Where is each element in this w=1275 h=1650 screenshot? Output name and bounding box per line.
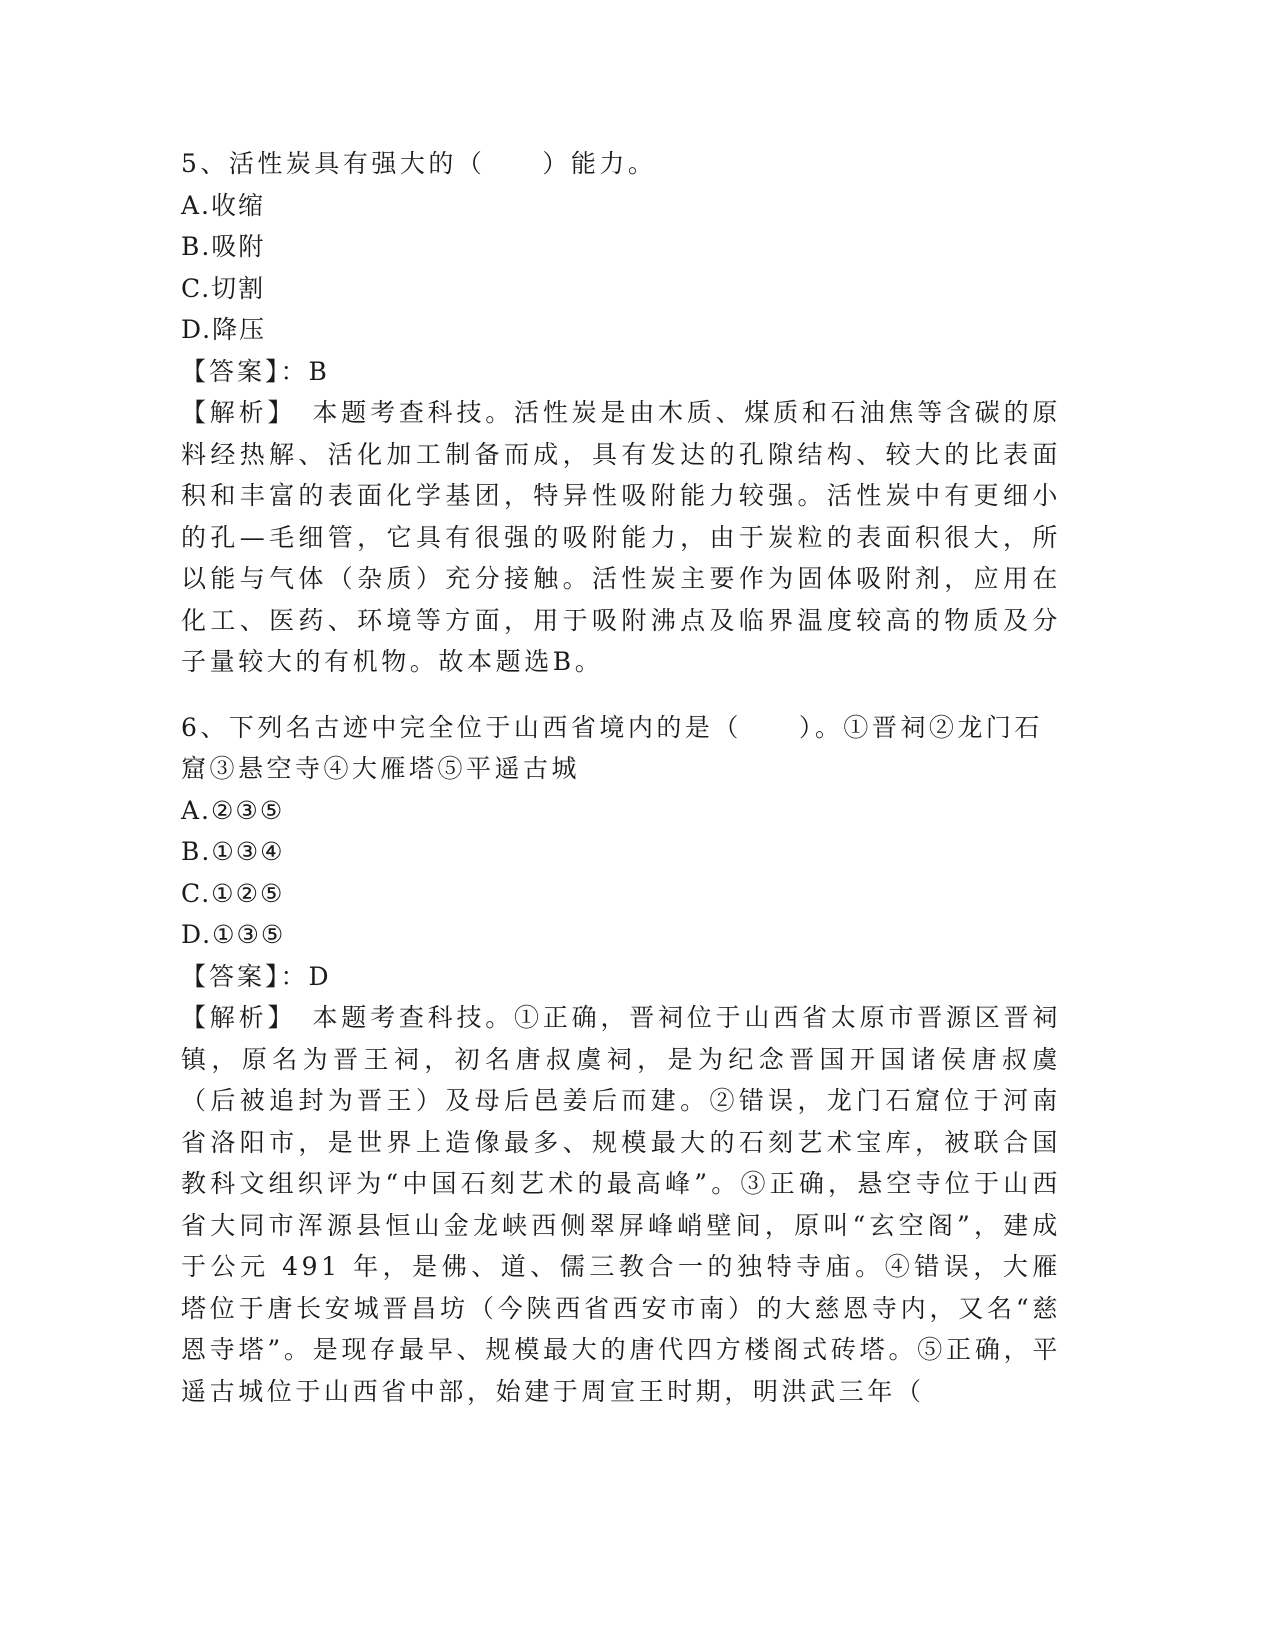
question-6	[181, 707, 1061, 1413]
question-stem-line-2: 窟③悬空寺④大雁塔⑤平遥古城	[181, 754, 581, 783]
document-page	[181, 143, 1061, 1412]
option-a: A.②③⑤	[181, 795, 285, 825]
option-c: C.①②⑤	[181, 878, 285, 908]
analysis-text: 本题考查科技。①正确，晋祠位于山西省太原市晋源区晋祠镇，原名为晋王祠，初名唐叔虞祠，是为纪念晋国开国诸侯唐叔虞（后被追封为晋王）及母后邑姜后而建。②错误，龙门石窟位于河南省洛阳市，是世界上造像最多、规模最大的石刻艺术宝库，被联合国教科文组织评为“中国石刻艺术的最高峰”。③正确，悬空寺位于山西省大同市浑源县恒山金龙峡西侧翠屏峰峭壁间，原叫“玄空阁”，建成于公元 491 年，是佛、道、儒三教合一的独特寺庙。④错误，大雁塔位于唐长安城晋昌坊（今陕西省西安市南）的大慈恩寺内，又名“慈恩寺塔”。是现存最早、规模最大的唐代四方楼阁式砖塔。⑤正确，平遥古城位于山西省中部，始建于周宣王时期，明洪武三年（	[181, 1003, 1061, 1406]
analysis-label: 【解析】	[181, 398, 284, 427]
question-gap	[181, 683, 1061, 707]
option-c: C.切割	[181, 273, 266, 303]
analysis-paragraph	[181, 392, 1061, 683]
option-d: D.①③⑤	[181, 920, 286, 949]
answer-line: 【答案】：D	[181, 961, 332, 991]
option-d: D.降压	[181, 315, 267, 344]
option-a: A.收缩	[181, 190, 266, 220]
answer-line: 【答案】：B	[181, 356, 330, 386]
analysis-text: 本题考查科技。活性炭是由木质、煤质和石油焦等含碳的原料经热解、活化加工制备而成，具有发达的孔隙结构、较大的比表面积和丰富的表面化学基团，特异性吸附能力较强。活性炭中有更细小的孔—毛细管，它具有很强的吸附能力，由于炭粒的表面积很大，所以能与气体（杂质）充分接触。活性炭主要作为固体吸附剂，应用在化工、医药、环境等方面，用于吸附沸点及临界温度较高的物质及分子量较大的有机物。故本题选B。	[181, 398, 1061, 676]
analysis-paragraph	[181, 997, 1061, 1412]
question-stem: 5、活性炭具有强大的（ ）能力。	[181, 149, 657, 178]
question-5	[181, 143, 1061, 683]
option-b: B.①③④	[181, 837, 285, 866]
analysis-label: 【解析】	[181, 1003, 284, 1032]
option-b: B.吸附	[181, 232, 266, 261]
question-stem-line-1: 6、下列名古迹中完全位于山西省境内的是（ ）。①晋祠②龙门石	[181, 712, 1043, 742]
